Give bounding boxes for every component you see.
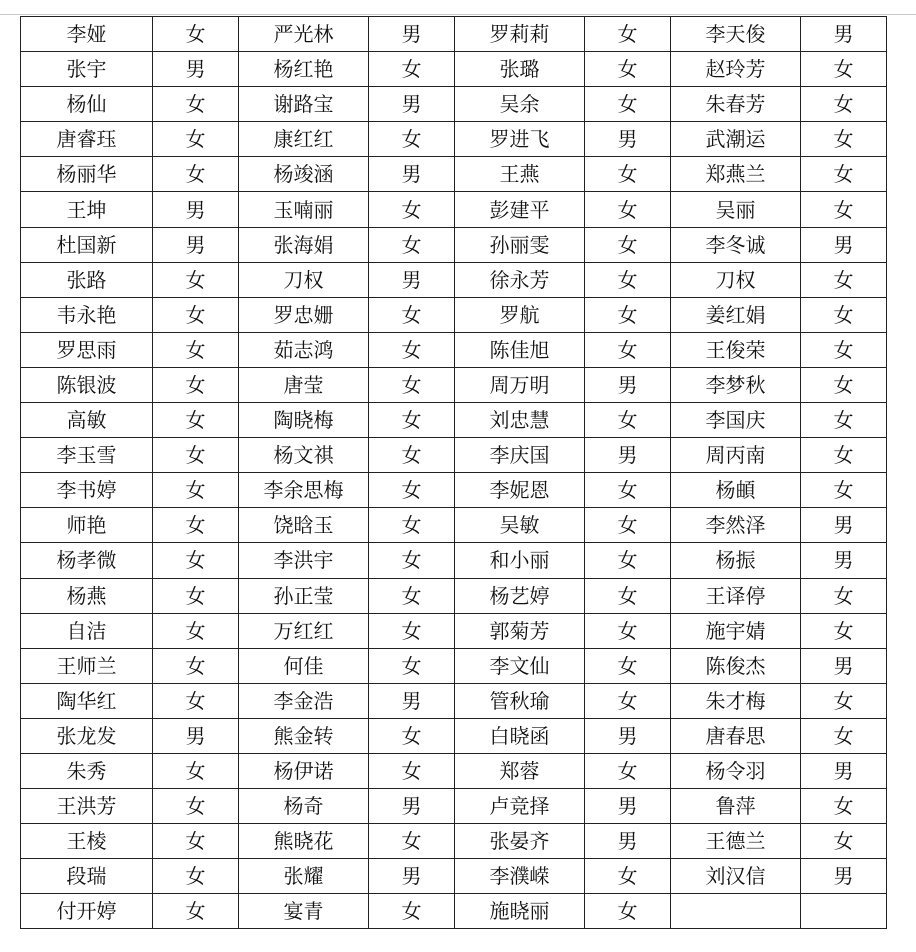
table-row	[21, 87, 887, 122]
table-row	[21, 824, 887, 859]
gender-cell-group-4: 女	[801, 613, 887, 648]
name-cell-group-2: 唐莹	[239, 367, 369, 402]
gender-cell-group-4	[801, 894, 887, 929]
gender-cell-group-1: 女	[153, 438, 239, 473]
gender-cell-group-4: 女	[801, 122, 887, 157]
name-cell-group-3: 张晏齐	[455, 824, 585, 859]
gender-cell-group-1: 女	[153, 157, 239, 192]
name-cell-group-1: 张龙发	[21, 718, 153, 753]
gender-cell-group-1: 女	[153, 122, 239, 157]
gender-cell-group-1: 女	[153, 262, 239, 297]
name-cell-group-1: 杨丽华	[21, 157, 153, 192]
name-cell-group-2: 万红红	[239, 613, 369, 648]
name-cell-group-4: 刘汉信	[671, 859, 801, 894]
name-cell-group-3: 罗进飞	[455, 122, 585, 157]
gender-cell-group-4: 男	[801, 543, 887, 578]
gender-cell-group-1: 女	[153, 859, 239, 894]
name-cell-group-3: 刘忠慧	[455, 403, 585, 438]
gender-cell-group-1: 女	[153, 508, 239, 543]
gender-cell-group-4: 女	[801, 403, 887, 438]
name-cell-group-4: 姜红娟	[671, 297, 801, 332]
name-cell-group-3: 李文仙	[455, 648, 585, 683]
gender-cell-group-3: 男	[585, 824, 671, 859]
gender-cell-group-3: 女	[585, 683, 671, 718]
name-cell-group-2: 李洪宇	[239, 543, 369, 578]
gender-cell-group-3: 女	[585, 648, 671, 683]
name-cell-group-1: 王洪芳	[21, 789, 153, 824]
name-cell-group-3: 施晓丽	[455, 894, 585, 929]
name-cell-group-1: 段瑞	[21, 859, 153, 894]
name-cell-group-3: 罗莉莉	[455, 17, 585, 52]
name-cell-group-3: 李庆国	[455, 438, 585, 473]
name-cell-group-2: 谢路宝	[239, 87, 369, 122]
name-cell-group-3: 郭菊芳	[455, 613, 585, 648]
name-cell-group-2: 何佳	[239, 648, 369, 683]
name-cell-group-4: 杨頔	[671, 473, 801, 508]
gender-cell-group-4: 女	[801, 262, 887, 297]
name-cell-group-2: 张耀	[239, 859, 369, 894]
name-cell-group-2: 杨竣涵	[239, 157, 369, 192]
gender-cell-group-3: 男	[585, 718, 671, 753]
table-row	[21, 578, 887, 613]
gender-cell-group-3: 男	[585, 438, 671, 473]
name-cell-group-3: 王燕	[455, 157, 585, 192]
name-cell-group-4: 朱才梅	[671, 683, 801, 718]
name-cell-group-4: 李天俊	[671, 17, 801, 52]
gender-cell-group-2: 女	[369, 894, 455, 929]
name-cell-group-1: 师艳	[21, 508, 153, 543]
gender-cell-group-2: 女	[369, 824, 455, 859]
name-cell-group-1: 罗思雨	[21, 332, 153, 367]
table-row	[21, 543, 887, 578]
gender-cell-group-3: 女	[585, 894, 671, 929]
gender-cell-group-3: 女	[585, 17, 671, 52]
gender-cell-group-2: 女	[369, 578, 455, 613]
table-row	[21, 648, 887, 683]
name-cell-group-4: 刀权	[671, 262, 801, 297]
name-cell-group-4: 杨振	[671, 543, 801, 578]
gender-cell-group-2: 女	[369, 648, 455, 683]
gender-cell-group-4: 女	[801, 87, 887, 122]
name-cell-group-2: 饶晗玉	[239, 508, 369, 543]
gender-cell-group-4: 女	[801, 718, 887, 753]
gender-cell-group-2: 女	[369, 192, 455, 227]
gender-cell-group-4: 女	[801, 192, 887, 227]
gender-cell-group-3: 女	[585, 543, 671, 578]
gender-cell-group-2: 女	[369, 473, 455, 508]
name-cell-group-3: 吴余	[455, 87, 585, 122]
table-row	[21, 438, 887, 473]
gender-cell-group-3: 女	[585, 297, 671, 332]
name-cell-group-4: 王德兰	[671, 824, 801, 859]
table-row	[21, 683, 887, 718]
name-cell-group-4: 赵玲芳	[671, 52, 801, 87]
name-cell-group-2: 杨红艳	[239, 52, 369, 87]
gender-cell-group-3: 男	[585, 367, 671, 402]
name-cell-group-1: 自洁	[21, 613, 153, 648]
name-cell-group-3: 郑蓉	[455, 753, 585, 788]
name-cell-group-1: 高敏	[21, 403, 153, 438]
name-cell-group-3: 杨艺婷	[455, 578, 585, 613]
table-row	[21, 613, 887, 648]
name-cell-group-1: 王师兰	[21, 648, 153, 683]
gender-cell-group-4: 女	[801, 297, 887, 332]
gender-cell-group-1: 女	[153, 894, 239, 929]
gender-cell-group-1: 女	[153, 332, 239, 367]
table-row	[21, 332, 887, 367]
name-cell-group-2: 杨文祺	[239, 438, 369, 473]
name-cell-group-2: 杨伊诺	[239, 753, 369, 788]
gender-cell-group-4: 女	[801, 52, 887, 87]
gender-cell-group-2: 女	[369, 297, 455, 332]
gender-cell-group-2: 男	[369, 17, 455, 52]
gender-cell-group-1: 女	[153, 578, 239, 613]
name-cell-group-4: 杨令羽	[671, 753, 801, 788]
gender-cell-group-3: 女	[585, 508, 671, 543]
name-cell-group-2: 宴青	[239, 894, 369, 929]
name-cell-group-4: 郑燕兰	[671, 157, 801, 192]
gender-cell-group-2: 男	[369, 789, 455, 824]
name-cell-group-1: 朱秀	[21, 753, 153, 788]
gender-cell-group-2: 女	[369, 508, 455, 543]
gender-cell-group-1: 男	[153, 52, 239, 87]
name-cell-group-3: 罗航	[455, 297, 585, 332]
gender-cell-group-4: 女	[801, 473, 887, 508]
page-top-edge	[0, 0, 916, 15]
gender-cell-group-3: 女	[585, 192, 671, 227]
name-cell-group-4: 唐春思	[671, 718, 801, 753]
name-cell-group-1: 张路	[21, 262, 153, 297]
name-cell-group-2: 刀权	[239, 262, 369, 297]
gender-cell-group-2: 女	[369, 613, 455, 648]
roster-body	[21, 17, 887, 929]
table-row	[21, 753, 887, 788]
gender-cell-group-3: 女	[585, 578, 671, 613]
name-cell-group-2: 玉喃丽	[239, 192, 369, 227]
gender-cell-group-1: 女	[153, 753, 239, 788]
table-row	[21, 122, 887, 157]
name-cell-group-2: 杨奇	[239, 789, 369, 824]
name-cell-group-1: 陶华红	[21, 683, 153, 718]
name-cell-group-1: 张宇	[21, 52, 153, 87]
name-cell-group-2: 张海娟	[239, 227, 369, 262]
gender-cell-group-1: 女	[153, 473, 239, 508]
table-row	[21, 718, 887, 753]
name-cell-group-1: 王棱	[21, 824, 153, 859]
table-row	[21, 262, 887, 297]
name-cell-group-4: 李梦秋	[671, 367, 801, 402]
name-cell-group-4: 王译停	[671, 578, 801, 613]
gender-cell-group-4: 男	[801, 508, 887, 543]
name-cell-group-3: 和小丽	[455, 543, 585, 578]
gender-cell-group-1: 女	[153, 789, 239, 824]
gender-cell-group-4: 女	[801, 332, 887, 367]
gender-cell-group-4: 男	[801, 648, 887, 683]
gender-cell-group-3: 女	[585, 859, 671, 894]
name-cell-group-1: 李娅	[21, 17, 153, 52]
gender-cell-group-3: 女	[585, 87, 671, 122]
gender-cell-group-3: 男	[585, 122, 671, 157]
name-cell-group-3: 李濮嵘	[455, 859, 585, 894]
name-cell-group-3: 卢竞择	[455, 789, 585, 824]
gender-cell-group-2: 男	[369, 157, 455, 192]
gender-cell-group-2: 女	[369, 52, 455, 87]
table-row	[21, 508, 887, 543]
gender-cell-group-1: 女	[153, 297, 239, 332]
name-cell-group-4: 施宇婧	[671, 613, 801, 648]
name-cell-group-2: 熊晓花	[239, 824, 369, 859]
name-cell-group-1: 杨燕	[21, 578, 153, 613]
gender-cell-group-2: 女	[369, 332, 455, 367]
gender-cell-group-2: 女	[369, 543, 455, 578]
gender-cell-group-4: 男	[801, 753, 887, 788]
name-cell-group-4	[671, 894, 801, 929]
gender-cell-group-3: 女	[585, 52, 671, 87]
name-cell-group-4: 鲁萍	[671, 789, 801, 824]
gender-cell-group-2: 女	[369, 718, 455, 753]
gender-cell-group-1: 女	[153, 367, 239, 402]
gender-cell-group-4: 男	[801, 17, 887, 52]
gender-cell-group-2: 女	[369, 227, 455, 262]
gender-cell-group-4: 女	[801, 824, 887, 859]
gender-cell-group-2: 女	[369, 403, 455, 438]
name-cell-group-2: 孙正莹	[239, 578, 369, 613]
gender-cell-group-4: 男	[801, 227, 887, 262]
gender-cell-group-1: 女	[153, 613, 239, 648]
table-row	[21, 473, 887, 508]
gender-cell-group-3: 女	[585, 157, 671, 192]
gender-cell-group-1: 女	[153, 543, 239, 578]
gender-cell-group-2: 男	[369, 262, 455, 297]
name-cell-group-4: 王俊荣	[671, 332, 801, 367]
gender-cell-group-4: 女	[801, 789, 887, 824]
gender-cell-group-3: 女	[585, 613, 671, 648]
name-cell-group-2: 康红红	[239, 122, 369, 157]
name-cell-group-3: 张璐	[455, 52, 585, 87]
table-row	[21, 859, 887, 894]
table-row	[21, 17, 887, 52]
name-cell-group-1: 唐睿珏	[21, 122, 153, 157]
table-row	[21, 367, 887, 402]
roster-table	[20, 16, 887, 929]
gender-cell-group-2: 女	[369, 753, 455, 788]
gender-cell-group-2: 男	[369, 859, 455, 894]
name-cell-group-2: 李金浩	[239, 683, 369, 718]
name-cell-group-2: 罗忠姗	[239, 297, 369, 332]
gender-cell-group-2: 男	[369, 87, 455, 122]
gender-cell-group-4: 男	[801, 859, 887, 894]
gender-cell-group-3: 女	[585, 227, 671, 262]
gender-cell-group-3: 女	[585, 262, 671, 297]
table-row	[21, 894, 887, 929]
table-row	[21, 157, 887, 192]
gender-cell-group-1: 女	[153, 87, 239, 122]
name-cell-group-3: 陈佳旭	[455, 332, 585, 367]
name-cell-group-4: 武潮运	[671, 122, 801, 157]
gender-cell-group-1: 女	[153, 683, 239, 718]
name-cell-group-1: 杨仙	[21, 87, 153, 122]
name-cell-group-4: 李冬诚	[671, 227, 801, 262]
name-cell-group-4: 李然泽	[671, 508, 801, 543]
table-row	[21, 52, 887, 87]
gender-cell-group-2: 女	[369, 367, 455, 402]
name-cell-group-3: 彭建平	[455, 192, 585, 227]
name-cell-group-1: 付开婷	[21, 894, 153, 929]
gender-cell-group-2: 女	[369, 122, 455, 157]
name-cell-group-3: 吴敏	[455, 508, 585, 543]
table-row	[21, 403, 887, 438]
gender-cell-group-2: 男	[369, 683, 455, 718]
gender-cell-group-3: 男	[585, 789, 671, 824]
table-row	[21, 789, 887, 824]
name-cell-group-3: 管秋瑜	[455, 683, 585, 718]
gender-cell-group-1: 女	[153, 648, 239, 683]
gender-cell-group-4: 女	[801, 367, 887, 402]
name-cell-group-3: 李妮恩	[455, 473, 585, 508]
name-cell-group-4: 李国庆	[671, 403, 801, 438]
gender-cell-group-4: 女	[801, 438, 887, 473]
name-cell-group-3: 孙丽雯	[455, 227, 585, 262]
name-cell-group-4: 朱春芳	[671, 87, 801, 122]
name-cell-group-2: 严光林	[239, 17, 369, 52]
gender-cell-group-1: 女	[153, 17, 239, 52]
gender-cell-group-1: 男	[153, 192, 239, 227]
name-cell-group-1: 李书婷	[21, 473, 153, 508]
name-cell-group-1: 韦永艳	[21, 297, 153, 332]
name-cell-group-2: 熊金转	[239, 718, 369, 753]
gender-cell-group-3: 女	[585, 403, 671, 438]
name-cell-group-4: 吴丽	[671, 192, 801, 227]
gender-cell-group-3: 女	[585, 473, 671, 508]
gender-cell-group-4: 女	[801, 578, 887, 613]
gender-cell-group-3: 女	[585, 332, 671, 367]
gender-cell-group-2: 女	[369, 438, 455, 473]
name-cell-group-1: 王坤	[21, 192, 153, 227]
table-row	[21, 192, 887, 227]
gender-cell-group-1: 男	[153, 227, 239, 262]
name-cell-group-3: 徐永芳	[455, 262, 585, 297]
gender-cell-group-1: 女	[153, 824, 239, 859]
name-cell-group-4: 陈俊杰	[671, 648, 801, 683]
name-cell-group-1: 陈银波	[21, 367, 153, 402]
name-cell-group-3: 周万明	[455, 367, 585, 402]
gender-cell-group-4: 女	[801, 157, 887, 192]
name-cell-group-1: 杜国新	[21, 227, 153, 262]
gender-cell-group-3: 女	[585, 753, 671, 788]
gender-cell-group-1: 女	[153, 403, 239, 438]
name-cell-group-4: 周丙南	[671, 438, 801, 473]
name-cell-group-2: 陶晓梅	[239, 403, 369, 438]
gender-cell-group-4: 女	[801, 683, 887, 718]
table-row	[21, 227, 887, 262]
table-row	[21, 297, 887, 332]
name-cell-group-3: 白晓函	[455, 718, 585, 753]
name-cell-group-1: 李玉雪	[21, 438, 153, 473]
name-cell-group-2: 李余思梅	[239, 473, 369, 508]
gender-cell-group-1: 男	[153, 718, 239, 753]
name-cell-group-2: 茹志鸿	[239, 332, 369, 367]
name-cell-group-1: 杨孝微	[21, 543, 153, 578]
